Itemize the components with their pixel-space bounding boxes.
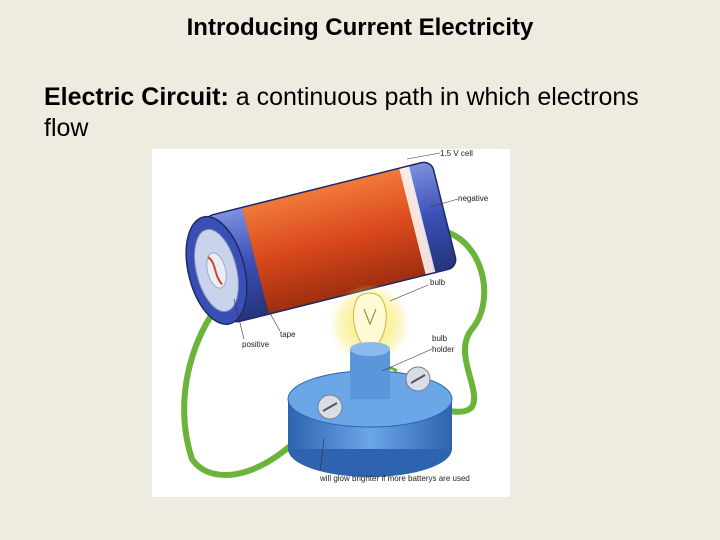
slide-title: Introducing Current Electricity xyxy=(186,14,534,41)
label-bulb-holder-1: bulb xyxy=(432,334,448,343)
label-bulb: bulb xyxy=(430,278,446,287)
definition-term: Electric Circuit: xyxy=(44,83,229,111)
bulb-holder xyxy=(288,342,452,477)
circuit-drawing xyxy=(152,149,510,497)
label-positive: positive xyxy=(242,340,270,349)
circuit-illustration xyxy=(152,149,510,497)
label-bulb-holder-2: holder xyxy=(432,345,455,354)
battery xyxy=(176,160,458,330)
bulb-glass xyxy=(353,293,386,347)
definition-body: a continuous path in which electrons flow xyxy=(44,83,639,142)
figure-caption: will glow brighter if more batterys are used xyxy=(320,474,470,483)
label-tape: tape xyxy=(280,330,296,339)
label-cell: 1.5 V cell xyxy=(440,149,473,158)
definition-text xyxy=(44,82,644,144)
label-negative: negative xyxy=(458,194,489,203)
